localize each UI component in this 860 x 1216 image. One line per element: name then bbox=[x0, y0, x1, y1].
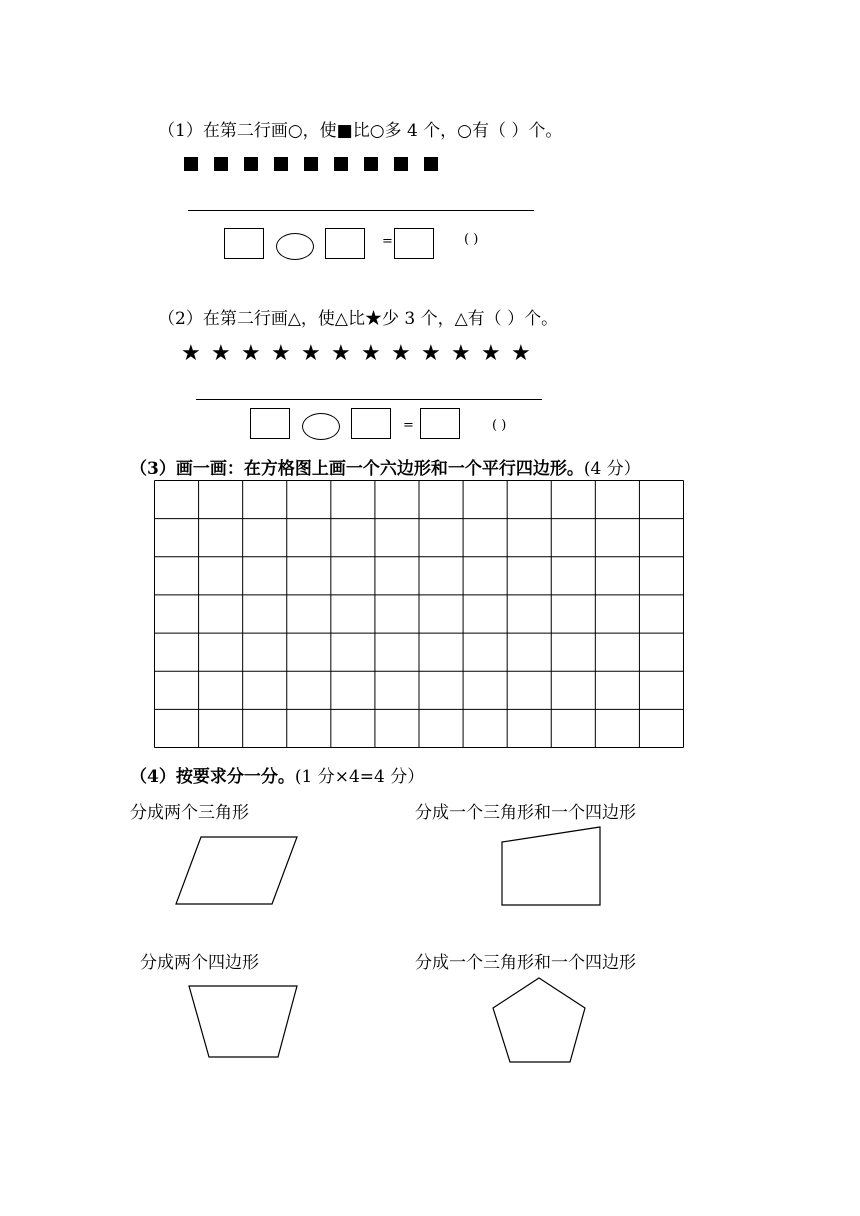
black-star-icon: ★ bbox=[391, 341, 411, 366]
black-square-icon bbox=[274, 157, 288, 171]
answer-line-1[interactable] bbox=[188, 210, 534, 211]
equals-sign-1: = bbox=[382, 234, 393, 249]
drawing-grid[interactable] bbox=[154, 480, 684, 748]
black-square-icon bbox=[394, 157, 408, 171]
black-square-icon bbox=[244, 157, 258, 171]
black-square-icon bbox=[184, 157, 198, 171]
operator-oval-1[interactable] bbox=[276, 233, 314, 260]
blank-box-2a[interactable] bbox=[250, 408, 290, 439]
operator-oval-2[interactable] bbox=[302, 413, 340, 440]
item-label-1: 分成两个三角形 bbox=[130, 803, 249, 823]
blank-box-1c[interactable] bbox=[394, 228, 434, 259]
star-row bbox=[181, 343, 541, 365]
answer-line-2[interactable] bbox=[196, 399, 542, 400]
question-3-title: （3）画一画：在方格图上画一个六边形和一个平行四边形。 bbox=[130, 459, 584, 479]
square-row bbox=[184, 156, 454, 175]
answer-paren-1[interactable]: ( ) bbox=[464, 232, 479, 247]
black-square-icon bbox=[364, 157, 378, 171]
black-star-icon: ★ bbox=[301, 341, 321, 366]
black-star-icon: ★ bbox=[361, 341, 381, 366]
right-trapezoid-shape[interactable] bbox=[496, 822, 606, 910]
black-square-icon bbox=[304, 157, 318, 171]
pentagon-shape[interactable] bbox=[490, 975, 590, 1067]
blank-box-1b[interactable] bbox=[325, 228, 365, 259]
blank-box-2c[interactable] bbox=[420, 408, 460, 439]
black-star-icon: ★ bbox=[421, 341, 441, 366]
question-1-text: （1）在第二行画○，使■比○多 4 个，○有（ ）个。 bbox=[158, 121, 563, 141]
parallelogram-shape[interactable] bbox=[170, 832, 300, 908]
question-4-score: (1 分×4=4 分） bbox=[294, 767, 425, 787]
trapezoid-shape[interactable] bbox=[186, 982, 302, 1062]
question-2-text: （2）在第二行画△，使△比★少 3 个，△有（ ）个。 bbox=[158, 309, 559, 329]
black-star-icon: ★ bbox=[211, 341, 231, 366]
blank-box-1a[interactable] bbox=[224, 228, 264, 259]
question-4-title: （4）按要求分一分。 bbox=[130, 767, 295, 787]
black-star-icon: ★ bbox=[241, 341, 261, 366]
black-star-icon: ★ bbox=[481, 341, 501, 366]
question-3-score: (4 分） bbox=[583, 459, 641, 479]
black-star-icon: ★ bbox=[331, 341, 351, 366]
black-square-icon bbox=[334, 157, 348, 171]
item-label-4: 分成一个三角形和一个四边形 bbox=[415, 953, 636, 973]
item-label-3: 分成两个四边形 bbox=[140, 953, 259, 973]
answer-paren-2[interactable]: ( ) bbox=[492, 418, 507, 433]
equals-sign-2: = bbox=[403, 418, 414, 433]
black-star-icon: ★ bbox=[181, 341, 201, 366]
question-4-heading bbox=[130, 762, 424, 787]
item-label-2: 分成一个三角形和一个四边形 bbox=[415, 803, 636, 823]
black-star-icon: ★ bbox=[511, 341, 531, 366]
black-square-icon bbox=[214, 157, 228, 171]
blank-box-2b[interactable] bbox=[351, 408, 391, 439]
black-square-icon bbox=[424, 157, 438, 171]
question-3-heading bbox=[130, 454, 641, 479]
black-star-icon: ★ bbox=[451, 341, 471, 366]
black-star-icon: ★ bbox=[271, 341, 291, 366]
